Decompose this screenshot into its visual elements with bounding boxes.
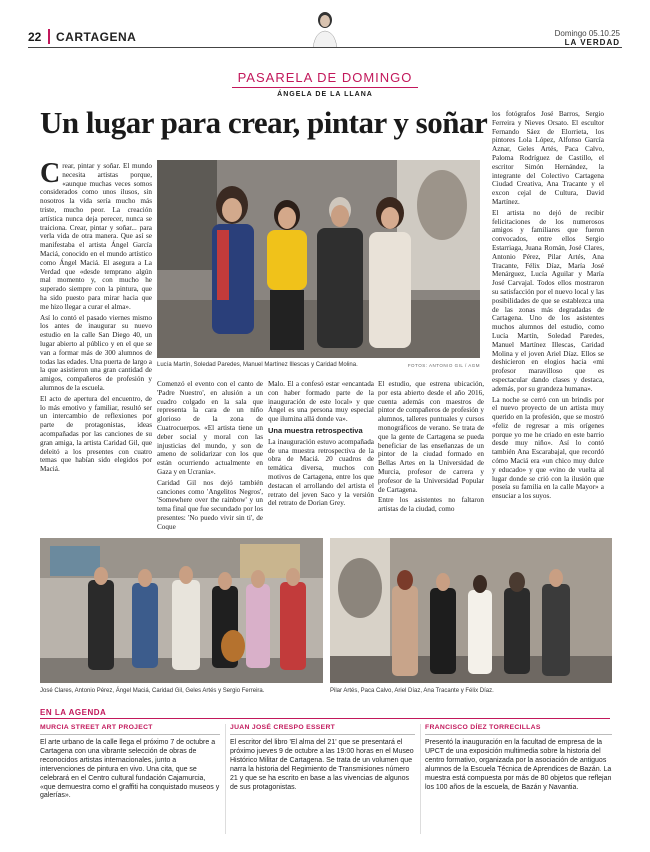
main-photo-caption: Lucía Martín, Soledad Paredes, Manuel Martínez Illescas y Caridad Molina. [157,362,358,368]
paragraph: Malo. El a confesó estar «encantada con haber formado parte de la inauguración de este local» y que Ángel es una persona muy especial que ilumina allá donde va». [268,380,374,424]
agenda-item-text: Presentó la inauguración en la facultad de empresa de la UPCT de una exposición multimedia sobre la historia del centro formativo, organizada por la asociación de antiguos alumnos de la Escuela Técnica de Aprendices de Bazán. La muestra está compuesta por más de 80 objetos que reflejan los 100 años de la escuela, de Bazán y Navantia. [425,739,612,791]
paragraph-text: rear, pintar y soñar. El mundo necesita artistas porque, «aunque muchas veces somos considerados como unos ilusos, sin nosotros la vida sería mucho más triste, mucho peor. La creación artística nunca deja perecer, nunca se traiciona. Crear, pintar y soñar... para verla vida de otra manera. Que así se manifestaba el artista Ángel García Maciá, conocido en el mundo artístico como Ángel Maciá. El asegura a La Verdad que «desde temprano algún mal momento y, con mucho he superado siempre con la pintura, que ha sido puesto para mirar hacia que me hizo llegar a curar el alma». [40,162,152,311]
newspaper-name: LA VERDAD [564,38,620,47]
headline: Un lugar para crear, pintar y soñar [40,105,488,140]
paragraph: El estudio, que estrena ubicación, por esta abierto desde el año 2016, cuenta además con maestros de pintor de compañeros de profesión y alumnos, talleres puntuales y cursos monográficos de verano. Se trata de que la gente de Cartagena se pueda beneficiar de las enseñanzas de un pintor de la ciudad formado en Bellas Artes en la Universidad de Murcia, profesor de carrera y profesor de la Universidad Popular de Cartagena. [378,380,484,494]
agenda-item-text: El arte urbano de la calle llega el próximo 7 de octubre a Cartagena con una vibrante selección de obras de reconocidos artistas internacionales, junto a intervenciones de pintura en vivo. Una cita, que se celebrará en el Centro cultural fundación Cajamurcia, «que demuestra como el graffiti ha conquistado museos y galerías». [40,739,220,800]
agenda-item [230,724,415,792]
group-photo-right [330,538,612,683]
group-photo-left-illustration [40,538,323,683]
paragraph: El artista no dejó de recibir felicitaciones de los numerosos amigos y familiares que fueron convocados, entre ellos Sergio Estarriaga, Juana Román, José Clares, Antonio Pérez, Pilar Artés, Ana Tracante, Félix Díaz, María José Menárguez, Lucía Aguilar y María José Carvajal. Todos ellos mostraron su satisfacción por el nuevo local y las posibilidades de que se establezca una de las zonas más degradadas de Cartagena. Uno de los asistentes muchos alumnos del estudio, como Lucía Martín, Soledad Paredes, Manuel Martínez Illescas, Caridad Molina y el joven Ariel Díaz. Ellos se deshicieron en elogios hacia «mi profesor maravilloso que es espectacular dando clases y destaca, además, por su grandeza humana». [492,208,604,393]
paragraph: La noche se cerró con un brindis por el nuevo proyecto de un artista muy querido en la profesión, que se mostró «feliz de regresar a mis orígenes porque yo me he criado en este barrio desde muy niño». Así lo contó también Ana Escarabajal, que recordó cómo Maciá era «un chico muy dulce y educado» y que «vino de vuelta al lugar donde se crió con la ilusión que poseía su familia en la calle Mayor» a ensuciar a los suyos. [492,395,604,501]
agenda-item-title: MURCIA STREET ART PROJECT [40,724,153,731]
paragraph: Entre los asistentes no faltaron artistas de la ciudad, como [378,496,484,514]
group-photo-left-caption: José Clares, Antonio Pérez, Ángel Maciá, Caridad Gil, Geles Artés y Sergio Ferreira. [40,688,265,694]
paragraph: Así lo contó el pasado viernes mismo los antes de inaugurar su nuevo estudio en la calle San Diego 40, un lugar abierto al público y en el que se van a formar más de 300 alumnos de todas las edades. Una puerta de largo a la que asistieron una gran cantidad de amigos, compañeros de profesión y alumnos de la escuela. [40,313,152,392]
author-portrait [309,8,341,48]
group-photo-right-caption: Pilar Artés, Paca Calvo, Ariel Díaz, Ana Tracante y Félix Díaz. [330,688,494,694]
article-column-1 [40,162,152,530]
kicker-underline [232,87,418,88]
paragraph: Comenzó el evento con el canto de 'Padre Nuestro', en alusión a un cuadro colgado en la sala que representa la cara de un niño glorioso de la zona de Cuatrocuerpos. «El artista tiene un deber social y moral con las injusticias del mundo, y son de ameno de solidarizar con los que están ocurriendo actualmente en Gaza y en Ucrania». [157,380,263,476]
article-column-3 [268,380,374,530]
agenda-item-title: JUAN JOSÉ CRESPO ESSERT [230,724,336,731]
photo-credit: FOTOS: ANTONIO GIL / AGM [407,363,480,368]
group-photo-right-illustration [330,538,612,683]
byline: ÁNGELA DE LA LLANA [277,91,373,98]
article-column-4 [378,380,484,530]
agenda-item-title: FRANCISCO DÍEZ TORRECILLAS [425,724,541,731]
agenda-item [40,724,220,801]
main-photo [157,160,480,358]
header-rule [28,47,622,48]
agenda-item-rule [40,734,220,735]
section-name: CARTAGENA [56,30,137,44]
agenda-item-text: El escritor del libro 'El alma del 21' que se presentará el próximo jueves 9 de octubre a las 19:00 horas en el Museo Histórico Militar de Cartagena. Se trata de un volumen que narra la historia del Regimiento de Transmisiones número 21 y que se ha escrito en base a las vivencias de algunos de sus protagonistas. [230,739,414,791]
section-divider [48,29,50,44]
paragraph: La inauguración estuvo acompañada de una muestra retrospectiva de la obra de Maciá. 20 cuadros de temática diversa, muchos con motivos de Cartagena, entre los que destacan el arrollando del artista el retrato del jeven Saco y la versión del retrato de Dorian Grey. [268,437,374,508]
column-separator [420,724,421,834]
group-photo-left [40,538,323,683]
main-photo-illustration [157,160,480,358]
paragraph: El acto de apertura del encuentro, de lo más emotivo y familiar, resultó ser un intercambio de reflexiones por parte de protagonistas, ideas acompañadas por las canciones de su gran amiga, la artista Caridad Gil, que deleitó a los presentes con cuatro temas que habían sido elegidos por Maciá. [40,394,152,474]
paragraph [40,162,152,312]
article-column-5 [492,110,604,590]
drop-cap: C [40,162,61,189]
article-column-2 [157,380,263,530]
column-separator [225,724,226,834]
issue-date: Domingo 05.10.25 [554,29,620,38]
agenda-title: EN LA AGENDA [40,708,107,717]
page-number: 22 [28,30,42,44]
paragraph: Caridad Gil nos dejó también canciones como 'Angelitos Negros', 'Somewhere over the rainbow' y un tema final que fue secundado por los presentes: 'No puedo vivir sin ti', de Coque [157,478,263,530]
agenda-item-rule [425,734,612,735]
column-kicker: PASARELA DE DOMINGO [237,70,413,85]
agenda-item-rule [230,734,415,735]
paragraph: los fotógrafos José Barros, Sergio Ferreira y Nieves Orsato. El escultor Fernando Sáez de Elorrieta, los pintores Lola López, Alfonso García Aznar, Geles Artés, Paca Calvo, Paloma Rodríguez de Castillo, el escritor Simón Hernández, la integrante del Colectivo Cartagena Ciudad Creativa, Ana Tracante y el excon cejal de Cultura, David Martínez. [492,110,604,206]
agenda-item [425,724,612,792]
subheading: Una muestra retrospectiva [268,425,363,435]
agenda-rule [40,718,610,719]
